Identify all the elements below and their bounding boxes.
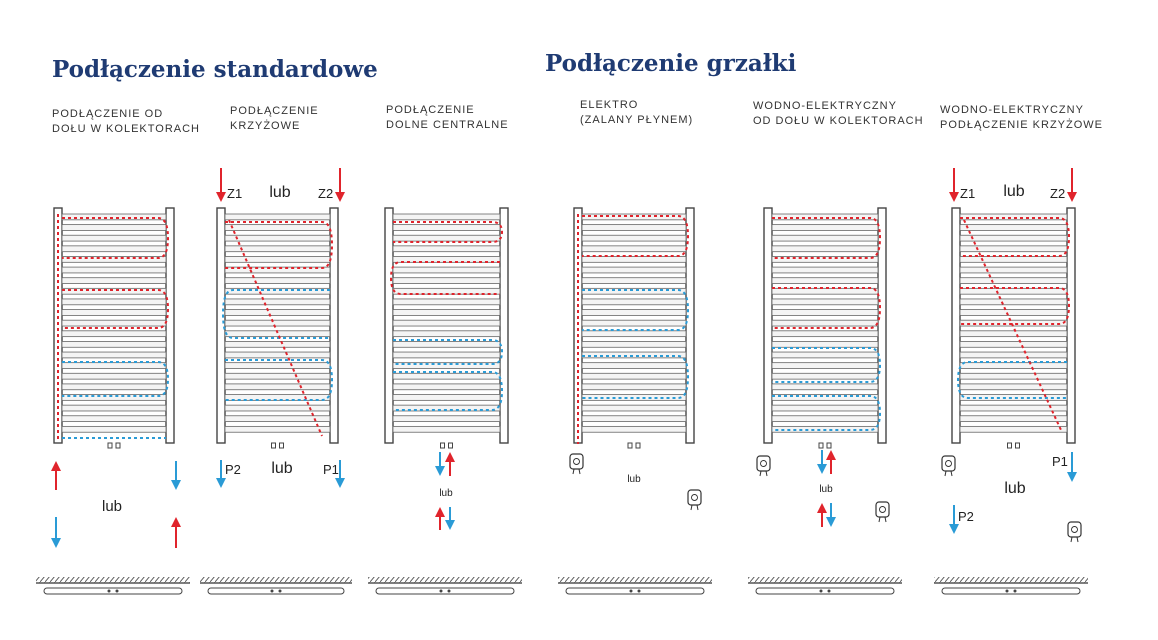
radiator-bar bbox=[772, 288, 878, 294]
radiator-bar bbox=[62, 384, 166, 390]
or-label: lub bbox=[1003, 183, 1025, 200]
radiator-bar bbox=[225, 288, 330, 294]
radiator-bar bbox=[582, 235, 686, 241]
radiator-bar bbox=[225, 235, 330, 241]
radiator-bar bbox=[393, 246, 500, 252]
pipe-joint bbox=[440, 590, 443, 593]
heater-box bbox=[876, 502, 889, 517]
radiator-bar bbox=[62, 395, 166, 401]
floor-hatch bbox=[748, 577, 902, 583]
p1-label: P1 bbox=[1052, 454, 1068, 469]
radiator-bar bbox=[960, 299, 1067, 305]
heater-box bbox=[1068, 522, 1081, 537]
radiator-bar bbox=[225, 373, 330, 379]
radiator-bar bbox=[393, 267, 500, 273]
radiator-bar bbox=[772, 352, 878, 358]
bottom-connector bbox=[116, 443, 120, 448]
radiator-bar bbox=[772, 267, 878, 273]
pipe-joint bbox=[448, 590, 451, 593]
radiator-bar bbox=[225, 395, 330, 401]
radiator-bar bbox=[62, 405, 166, 411]
radiator-bar bbox=[225, 341, 330, 347]
supply-arrow-up bbox=[51, 461, 61, 471]
radiator-bar bbox=[582, 214, 686, 220]
return-arrow-p1 bbox=[335, 478, 345, 488]
radiator-bar bbox=[960, 363, 1067, 369]
pipe-joint bbox=[271, 590, 274, 593]
section-title-standard: Podłączenie standardowe bbox=[52, 56, 378, 83]
return-flow-path bbox=[772, 396, 880, 430]
radiator-bar bbox=[393, 235, 500, 241]
radiator-bar bbox=[772, 331, 878, 337]
radiator-bar bbox=[960, 256, 1067, 262]
left-collector bbox=[217, 208, 225, 443]
radiator-bar bbox=[582, 246, 686, 252]
radiator-bar bbox=[772, 363, 878, 369]
supply-arrow-z2 bbox=[335, 192, 345, 202]
bottom-connector bbox=[636, 443, 640, 448]
radiator-bar bbox=[62, 331, 166, 337]
floor-hatch bbox=[368, 577, 522, 583]
bottom-connector bbox=[819, 443, 823, 448]
panel-6-caption-line2: PODŁĄCZENIE KRZYŻOWE bbox=[940, 119, 1104, 131]
panel-5-diagram bbox=[748, 208, 902, 594]
heater-cable bbox=[691, 505, 698, 510]
or-label: lub bbox=[1004, 480, 1026, 497]
supply-arrow-up bbox=[826, 450, 836, 460]
panel-2-caption-line1: PODŁĄCZENIE bbox=[230, 105, 319, 117]
radiator-bar bbox=[960, 331, 1067, 337]
left-collector bbox=[764, 208, 772, 443]
bottom-connector bbox=[1016, 443, 1020, 448]
radiator-bar bbox=[582, 405, 686, 411]
radiator-bar bbox=[772, 246, 878, 252]
p2-label: P2 bbox=[958, 509, 974, 524]
z1-label: Z1 bbox=[227, 186, 243, 201]
supply-arrow-up bbox=[435, 507, 445, 517]
radiator-bar bbox=[582, 395, 686, 401]
or-label: lub bbox=[627, 474, 641, 485]
radiator-bar bbox=[772, 373, 878, 379]
radiator-bar bbox=[582, 384, 686, 390]
floor-hatch bbox=[200, 577, 352, 583]
radiator-bar bbox=[582, 299, 686, 305]
radiator-bar bbox=[582, 363, 686, 369]
radiator-bar bbox=[393, 214, 500, 220]
floor-pipe bbox=[376, 588, 514, 594]
radiator-bar bbox=[62, 341, 166, 347]
return-arrow-p1 bbox=[1067, 472, 1077, 482]
radiator-bar bbox=[62, 235, 166, 241]
radiator-bar bbox=[62, 310, 166, 316]
radiator-bar bbox=[62, 363, 166, 369]
radiator-bar bbox=[772, 320, 878, 326]
radiator-bar bbox=[62, 416, 166, 422]
floor-hatch bbox=[36, 577, 190, 583]
panel-2-diagram bbox=[200, 168, 352, 594]
radiator-bar bbox=[393, 395, 500, 401]
supply-arrow-up bbox=[445, 452, 455, 462]
radiator-bar bbox=[582, 288, 686, 294]
return-arrow-p2 bbox=[949, 524, 959, 534]
radiator-bar bbox=[393, 384, 500, 390]
pipe-joint bbox=[828, 590, 831, 593]
p1-label: P1 bbox=[323, 462, 339, 477]
radiator-bar bbox=[62, 256, 166, 262]
right-collector bbox=[166, 208, 174, 443]
radiator-bar bbox=[225, 363, 330, 369]
radiator-bar bbox=[62, 278, 166, 284]
radiator-bar bbox=[772, 405, 878, 411]
radiator-bar bbox=[225, 278, 330, 284]
radiator-bar bbox=[225, 426, 330, 432]
radiator-bar bbox=[960, 267, 1067, 273]
radiator-bar bbox=[225, 256, 330, 262]
radiator-bar bbox=[582, 331, 686, 337]
panel-1-caption-line1: PODŁĄCZENIE OD bbox=[52, 108, 164, 120]
radiator-bar bbox=[960, 426, 1067, 432]
panel-1-caption-line2: DOŁU W KOLEKTORACH bbox=[52, 123, 200, 135]
pipe-joint bbox=[108, 590, 111, 593]
heater-box bbox=[688, 490, 701, 505]
radiator-bar bbox=[772, 310, 878, 316]
radiator-bar bbox=[225, 384, 330, 390]
panel-3-diagram bbox=[368, 208, 522, 594]
radiator-bar bbox=[582, 267, 686, 273]
floor-pipe bbox=[942, 588, 1080, 594]
radiator-bar bbox=[582, 426, 686, 432]
or-label: lub bbox=[439, 488, 453, 499]
radiator-bar bbox=[960, 373, 1067, 379]
bottom-connector bbox=[1008, 443, 1012, 448]
pipe-joint bbox=[638, 590, 641, 593]
radiator-bar bbox=[62, 299, 166, 305]
radiator-bar bbox=[772, 278, 878, 284]
radiator-bar bbox=[960, 288, 1067, 294]
radiator-bar bbox=[62, 373, 166, 379]
return-arrow-p2 bbox=[216, 478, 226, 488]
radiator-bar bbox=[62, 214, 166, 220]
radiator-bar bbox=[772, 416, 878, 422]
panel-5-caption-line1: WODNO-ELEKTRYCZNY bbox=[753, 100, 897, 112]
supply-arrow-z1 bbox=[216, 192, 226, 202]
or-label: lub bbox=[271, 460, 293, 477]
radiator-bar bbox=[960, 225, 1067, 231]
radiator-bar bbox=[582, 352, 686, 358]
radiator-bar bbox=[225, 299, 330, 305]
radiator-bar bbox=[393, 320, 500, 326]
supply-arrow-up bbox=[171, 517, 181, 527]
pipe-joint bbox=[116, 590, 119, 593]
cross-flow-path bbox=[229, 220, 322, 436]
radiator-bar bbox=[960, 235, 1067, 241]
bottom-connector bbox=[108, 443, 112, 448]
radiator-bar bbox=[393, 310, 500, 316]
bottom-connector bbox=[280, 443, 284, 448]
floor-hatch bbox=[934, 577, 1088, 583]
return-arrow-down bbox=[171, 480, 181, 490]
section-title-heater: Podłączenie grzałki bbox=[545, 50, 797, 77]
radiator-bar bbox=[62, 267, 166, 273]
heater-cable bbox=[573, 469, 580, 474]
radiator-bar bbox=[393, 373, 500, 379]
radiator-bar bbox=[393, 331, 500, 337]
radiator-bar bbox=[772, 341, 878, 347]
bottom-connector bbox=[441, 443, 445, 448]
radiator-bar bbox=[62, 225, 166, 231]
radiator-bar bbox=[225, 405, 330, 411]
pipe-joint bbox=[1014, 590, 1017, 593]
radiator-bar bbox=[582, 320, 686, 326]
left-collector bbox=[385, 208, 393, 443]
panel-3-caption-line1: PODŁĄCZENIE bbox=[386, 104, 475, 116]
pipe-joint bbox=[1006, 590, 1009, 593]
or-label: lub bbox=[269, 184, 291, 201]
panel-1-diagram bbox=[36, 208, 190, 594]
floor-hatch bbox=[558, 577, 712, 583]
floor-pipe bbox=[208, 588, 344, 594]
radiator-bar bbox=[393, 416, 500, 422]
radiator-bar bbox=[582, 225, 686, 231]
radiator-bar bbox=[960, 341, 1067, 347]
radiator-bar bbox=[225, 352, 330, 358]
radiator-bar bbox=[582, 373, 686, 379]
radiator-bar bbox=[582, 416, 686, 422]
radiator-bar bbox=[772, 235, 878, 241]
left-collector bbox=[952, 208, 960, 443]
radiator-bar bbox=[582, 310, 686, 316]
z2-label: Z2 bbox=[1050, 186, 1066, 201]
heater-box bbox=[570, 454, 583, 469]
radiator-bar bbox=[582, 278, 686, 284]
radiator-bar bbox=[62, 288, 166, 294]
floor-pipe bbox=[756, 588, 894, 594]
return-arrow-down bbox=[445, 520, 455, 530]
radiator-bar bbox=[393, 278, 500, 284]
panel-6-diagram bbox=[934, 168, 1088, 594]
radiator-bar bbox=[62, 426, 166, 432]
return-arrow-down bbox=[817, 464, 827, 474]
bottom-connector bbox=[272, 443, 276, 448]
supply-arrow-z2 bbox=[1067, 192, 1077, 202]
bottom-connector bbox=[449, 443, 453, 448]
radiator-bar bbox=[772, 384, 878, 390]
radiator-bar bbox=[225, 225, 330, 231]
radiator-bar bbox=[960, 310, 1067, 316]
panel-4-caption-line2: (ZALANY PŁYNEM) bbox=[580, 114, 694, 126]
radiator-bar bbox=[772, 225, 878, 231]
radiator-bar bbox=[225, 310, 330, 316]
radiator-bar bbox=[582, 256, 686, 262]
bottom-connector bbox=[827, 443, 831, 448]
heater-cable bbox=[760, 471, 767, 476]
panel-3-caption-line2: DOLNE CENTRALNE bbox=[386, 119, 509, 131]
supply-arrow-z1 bbox=[949, 192, 959, 202]
heater-box bbox=[942, 456, 955, 471]
return-arrow-down bbox=[51, 538, 61, 548]
right-collector bbox=[500, 208, 508, 443]
radiator-bar bbox=[960, 384, 1067, 390]
radiator-bar bbox=[772, 299, 878, 305]
radiator-bar bbox=[960, 352, 1067, 358]
radiator-bar bbox=[62, 246, 166, 252]
heater-box bbox=[757, 456, 770, 471]
radiator-bar bbox=[393, 352, 500, 358]
pipe-joint bbox=[630, 590, 633, 593]
or-label: lub bbox=[101, 498, 123, 515]
z1-label: Z1 bbox=[960, 186, 976, 201]
z2-label: Z2 bbox=[318, 186, 334, 201]
return-arrow-down bbox=[826, 517, 836, 527]
floor-pipe bbox=[44, 588, 182, 594]
radiator-bar bbox=[225, 214, 330, 220]
panel-5-caption-line2: OD DOŁU W KOLEKTORACH bbox=[753, 115, 924, 127]
radiator-bar bbox=[225, 320, 330, 326]
panel-2-caption-line2: KRZYŻOWE bbox=[230, 120, 301, 132]
panel-6-caption-line1: WODNO-ELEKTRYCZNY bbox=[940, 104, 1084, 116]
bottom-connector bbox=[628, 443, 632, 448]
panel-4-diagram bbox=[558, 208, 712, 594]
panel-4-caption-line1: ELEKTRO bbox=[580, 99, 639, 111]
supply-arrow-up bbox=[817, 503, 827, 513]
pipe-joint bbox=[820, 590, 823, 593]
radiator-bar bbox=[62, 320, 166, 326]
radiator-bar bbox=[225, 267, 330, 273]
radiator-bar bbox=[393, 299, 500, 305]
heater-cable bbox=[945, 471, 952, 476]
pipe-joint bbox=[279, 590, 282, 593]
radiator-bar bbox=[393, 341, 500, 347]
floor-pipe bbox=[566, 588, 704, 594]
return-arrow-down bbox=[435, 466, 445, 476]
radiator-bar bbox=[960, 246, 1067, 252]
heater-cable bbox=[1071, 537, 1078, 542]
radiator-bar bbox=[960, 278, 1067, 284]
heater-cable bbox=[879, 517, 886, 522]
or-label: lub bbox=[819, 484, 833, 495]
radiator-bar bbox=[582, 341, 686, 347]
p2-label: P2 bbox=[225, 462, 241, 477]
radiator-bar bbox=[393, 225, 500, 231]
radiator-bar bbox=[960, 416, 1067, 422]
radiator-bar bbox=[62, 352, 166, 358]
radiator-bar bbox=[393, 426, 500, 432]
